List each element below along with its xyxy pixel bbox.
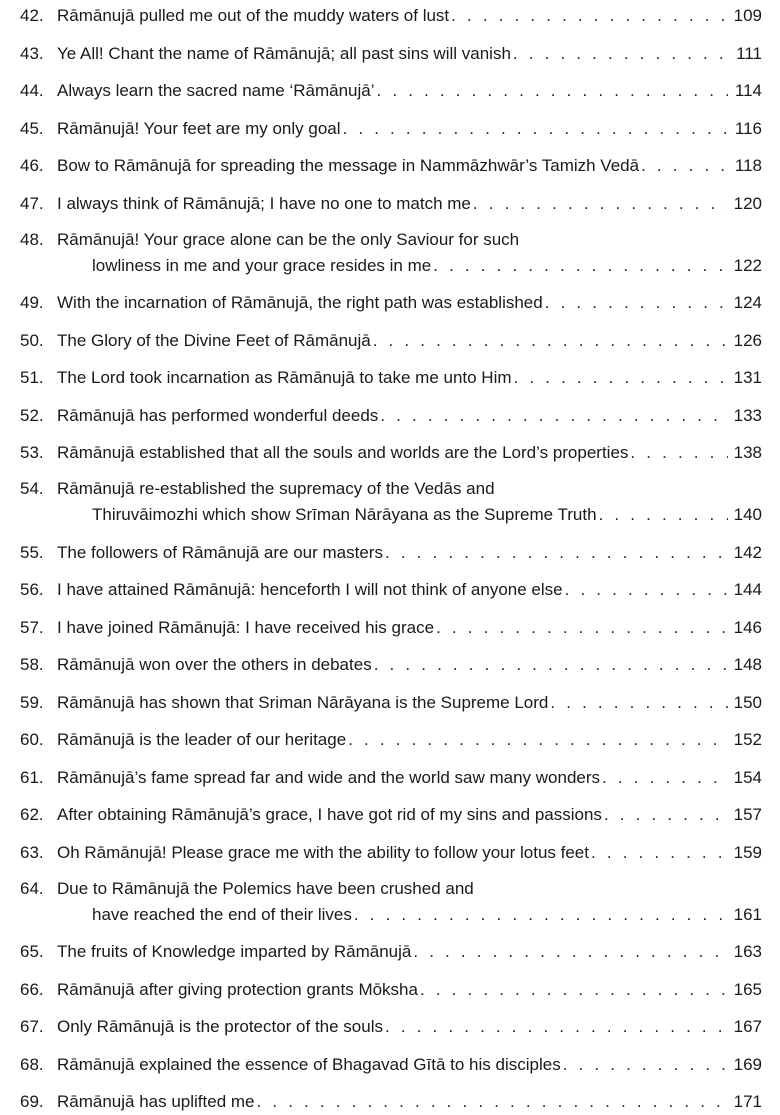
- toc-entry-line: [20, 1052, 762, 1078]
- toc-entry-number: 50.: [20, 330, 44, 350]
- toc-entry-page-number: 171: [733, 1092, 762, 1111]
- toc-entry-page-number: 124: [733, 293, 762, 312]
- toc-entry-page-number: 150: [733, 692, 762, 712]
- toc-entry-title: Rāmānujā’s fame spread far and wide and the world saw many wonders: [57, 767, 601, 787]
- dot-leader: [604, 802, 728, 828]
- toc-entry-line: [20, 615, 762, 641]
- toc-entry-title: Rāmānujā has shown that Sriman Nārāyana is the Supreme Lord: [57, 692, 549, 712]
- toc-entry-line: [20, 328, 762, 354]
- toc-entry-title: lowliness in me and your grace resides in me: [92, 255, 432, 275]
- toc-entry-title: Rāmānujā established that all the souls and worlds are the Lord’s properties: [57, 443, 629, 462]
- toc-entry-title: Rāmānujā won over the others in debates: [57, 655, 372, 674]
- toc-entry-line: [20, 727, 762, 753]
- toc-entry[interactable]: [20, 1014, 762, 1040]
- toc-entry-page-number: 152: [733, 730, 762, 749]
- toc-entry-page-number: 114: [734, 81, 762, 100]
- toc-entry-page-number: 157: [733, 805, 762, 824]
- dot-leader: [641, 153, 728, 179]
- dot-leader: [451, 3, 728, 29]
- toc-entry-page-number: 111: [736, 43, 762, 63]
- toc-entry[interactable]: [20, 1089, 762, 1115]
- dot-leader: [433, 253, 728, 279]
- dot-leader: [343, 116, 728, 142]
- dot-leader: [591, 840, 728, 866]
- toc-entry-line: [20, 577, 762, 603]
- toc-entry[interactable]: [20, 727, 762, 753]
- toc-entry[interactable]: [20, 615, 762, 641]
- toc-entry-page-number: 142: [733, 542, 762, 562]
- toc-entry-line: [20, 1014, 762, 1040]
- toc-entry[interactable]: [20, 440, 762, 466]
- toc-entry-title: Always learn the sacred name ‘Rāmānujā’: [57, 81, 375, 100]
- toc-entry-line: [20, 403, 762, 429]
- toc-entry-number: 60.: [20, 730, 44, 749]
- toc-entry-number: 58.: [20, 655, 44, 674]
- toc-entry-page-number: 138: [733, 443, 762, 462]
- toc-entry-title: Rāmānujā is the leader of our heritage: [57, 730, 347, 749]
- toc-entry-line: [20, 502, 762, 528]
- toc-entry-number: 46.: [20, 156, 44, 175]
- toc-entry[interactable]: [20, 41, 762, 67]
- toc-entry-line: [20, 78, 762, 104]
- toc-entry-line: [20, 116, 762, 142]
- toc-entry-line: [20, 191, 762, 217]
- dot-leader: [374, 652, 728, 678]
- toc-entry[interactable]: [20, 876, 762, 928]
- toc-entry-number: 62.: [20, 805, 44, 824]
- dot-leader: [377, 78, 729, 104]
- toc-entry-number: 47.: [20, 193, 44, 213]
- toc-entry-title: Ye All! Chant the name of Rāmānujā; all past sins will vanish: [57, 43, 511, 63]
- toc-entry-number: 56.: [20, 580, 44, 599]
- toc-entry-number: 69.: [20, 1092, 44, 1111]
- toc-entry-number: 53.: [20, 443, 44, 462]
- dot-leader: [630, 440, 728, 466]
- dot-leader: [373, 328, 728, 354]
- toc-entry-page-number: 161: [733, 904, 762, 924]
- dot-leader: [565, 577, 728, 603]
- dot-leader: [420, 977, 728, 1003]
- toc-entry-page-number: 154: [733, 767, 762, 787]
- toc-entry-number: 61.: [20, 767, 44, 787]
- toc-entry-page-number: 144: [733, 580, 762, 599]
- toc-entry-page-number: 109: [733, 6, 762, 25]
- dot-leader: [380, 403, 728, 429]
- toc-entry-number: 59.: [20, 692, 44, 712]
- toc-entry-line: [20, 977, 762, 1003]
- toc-entry-page-number: 120: [733, 193, 762, 213]
- toc-entry-title: Rāmānujā has uplifted me: [57, 1092, 255, 1111]
- toc-entry-page-number: 116: [734, 118, 762, 138]
- dot-leader: [257, 1089, 728, 1115]
- toc-entry[interactable]: [20, 977, 762, 1003]
- toc-entry[interactable]: [20, 765, 762, 791]
- toc-entry[interactable]: [20, 78, 762, 104]
- toc-entry-line: [20, 840, 762, 866]
- toc-entry-line: [20, 476, 762, 502]
- toc-entry[interactable]: [20, 840, 762, 866]
- toc-entry[interactable]: [20, 227, 762, 279]
- dot-leader: [413, 939, 728, 965]
- toc-entry-number: 67.: [20, 1017, 44, 1036]
- toc-entry-page-number: 126: [733, 330, 762, 350]
- toc-entry[interactable]: [20, 652, 762, 678]
- toc-entry-line: [20, 652, 762, 678]
- dot-leader: [513, 41, 728, 67]
- toc-page: [0, 3, 780, 1111]
- toc-entry-line: [20, 690, 762, 716]
- toc-entry-title: Rāmānujā explained the essence of Bhagavad Gītā to his disciples: [57, 1054, 561, 1074]
- toc-entry[interactable]: [20, 191, 762, 217]
- toc-entry-number: 52.: [20, 405, 44, 425]
- toc-entry-line: [20, 540, 762, 566]
- toc-entry[interactable]: [20, 153, 762, 179]
- toc-entry-number: 66.: [20, 979, 44, 999]
- toc-entry-number: 68.: [20, 1054, 44, 1074]
- toc-entry-title: The followers of Rāmānujā are our masters: [57, 542, 383, 562]
- toc-entry-line: [20, 153, 762, 179]
- toc-entry-number: 48.: [20, 229, 44, 249]
- toc-entry-title: Only Rāmānujā is the protector of the souls: [57, 1017, 383, 1036]
- toc-entry-page-number: 122: [733, 255, 762, 275]
- toc-entry-title: Due to Rāmānujā the Polemics have been crushed and: [57, 878, 474, 898]
- dot-leader: [473, 191, 728, 217]
- toc-entry-line: [20, 3, 762, 29]
- dot-leader: [550, 690, 728, 716]
- dot-leader: [514, 365, 728, 391]
- toc-entry-page-number: 146: [733, 617, 762, 637]
- dot-leader: [545, 290, 728, 316]
- toc-entry-number: 44.: [20, 81, 44, 100]
- toc-entry-page-number: 133: [733, 405, 762, 425]
- toc-entry[interactable]: [20, 290, 762, 316]
- toc-entry-line: [20, 765, 762, 791]
- toc-entry-number: 65.: [20, 942, 44, 961]
- toc-entry-number: 45.: [20, 118, 44, 138]
- toc-entry-page-number: 159: [733, 842, 762, 862]
- toc-entry-title: The Glory of the Divine Feet of Rāmānujā: [57, 330, 371, 350]
- toc-entry-page-number: 169: [733, 1054, 762, 1074]
- dot-leader: [385, 540, 728, 566]
- toc-entry-number: 63.: [20, 842, 44, 862]
- toc-entry-line: [20, 802, 762, 828]
- toc-entry-title: Rāmānujā! Your grace alone can be the only Saviour for such: [57, 229, 520, 249]
- toc-entry-line: [20, 365, 762, 391]
- toc-entry[interactable]: [20, 403, 762, 429]
- toc-entry-line: [20, 939, 762, 965]
- toc-entry-number: 64.: [20, 878, 44, 898]
- toc-entry-title: Rāmānujā has performed wonderful deeds: [57, 405, 379, 425]
- dot-leader: [563, 1052, 728, 1078]
- toc-entry-number: 49.: [20, 293, 44, 312]
- toc-entry-page-number: 118: [734, 156, 762, 175]
- toc-entry[interactable]: [20, 577, 762, 603]
- toc-entry[interactable]: [20, 365, 762, 391]
- dot-leader: [599, 502, 728, 528]
- toc-entry-title: I always think of Rāmānujā; I have no one to match me: [57, 193, 471, 213]
- toc-entry-number: 43.: [20, 43, 44, 63]
- toc-entry-title: I have joined Rāmānujā: I have received his grace: [57, 617, 435, 637]
- toc-entry-page-number: 148: [733, 655, 762, 674]
- toc-entry-title: Bow to Rāmānujā for spreading the message in Nammāzhwār’s Tamizh Vedā: [57, 156, 640, 175]
- toc-entry-line: [20, 290, 762, 316]
- toc-entry[interactable]: [20, 476, 762, 528]
- toc-entry[interactable]: [20, 328, 762, 354]
- toc-entry-line: [20, 876, 762, 902]
- toc-entry-title: Thiruvāimozhi which show Srīman Nārāyana as the Supreme Truth: [92, 505, 597, 524]
- toc-entry[interactable]: [20, 690, 762, 716]
- toc-entry-line: [20, 902, 762, 928]
- dot-leader: [385, 1014, 728, 1040]
- toc-entry-title: With the incarnation of Rāmānujā, the right path was established: [57, 293, 543, 312]
- toc-entry-number: 57.: [20, 617, 44, 637]
- toc-entry-page-number: 140: [733, 505, 762, 524]
- toc-entry-page-number: 167: [733, 1017, 762, 1036]
- toc-entry-title: Rāmānujā pulled me out of the muddy waters of lust: [57, 6, 450, 25]
- dot-leader: [348, 727, 728, 753]
- toc-entry-line: [20, 440, 762, 466]
- toc-entry[interactable]: [20, 540, 762, 566]
- toc-entry-line: [20, 1089, 762, 1115]
- toc-entry-title: After obtaining Rāmānujā’s grace, I have got rid of my sins and passions: [57, 805, 602, 824]
- toc-entry-title: Rāmānujā re-established the supremacy of the Vedās and: [57, 479, 495, 498]
- toc-entry-number: 51.: [20, 368, 44, 387]
- table-of-contents: [20, 3, 762, 1115]
- toc-entry[interactable]: [20, 3, 762, 29]
- toc-entry-title: The Lord took incarnation as Rāmānujā to take me unto Him: [57, 368, 512, 387]
- toc-entry-page-number: 165: [733, 979, 762, 999]
- toc-entry-page-number: 163: [733, 942, 762, 961]
- dot-leader: [354, 902, 728, 928]
- toc-entry-title: Rāmānujā! Your feet are my only goal: [57, 118, 341, 138]
- toc-entry[interactable]: [20, 939, 762, 965]
- toc-entry-page-number: 131: [733, 368, 762, 387]
- toc-entry[interactable]: [20, 116, 762, 142]
- toc-entry-line: [20, 253, 762, 279]
- toc-entry-title: Oh Rāmānujā! Please grace me with the ability to follow your lotus feet: [57, 842, 589, 862]
- toc-entry-number: 54.: [20, 479, 44, 498]
- toc-entry-title: have reached the end of their lives: [92, 904, 352, 924]
- toc-entry-title: The fruits of Knowledge imparted by Rāmānujā: [57, 942, 412, 961]
- toc-entry-title: Rāmānujā after giving protection grants Mōksha: [57, 979, 418, 999]
- toc-entry-title: I have attained Rāmānujā: henceforth I will not think of anyone else: [57, 580, 563, 599]
- toc-entry-number: 42.: [20, 6, 44, 25]
- dot-leader: [436, 615, 728, 641]
- dot-leader: [602, 765, 728, 791]
- toc-entry-line: [20, 41, 762, 67]
- toc-entry[interactable]: [20, 1052, 762, 1078]
- toc-entry-number: 55.: [20, 542, 44, 562]
- toc-entry[interactable]: [20, 802, 762, 828]
- toc-entry-line: [20, 227, 762, 253]
